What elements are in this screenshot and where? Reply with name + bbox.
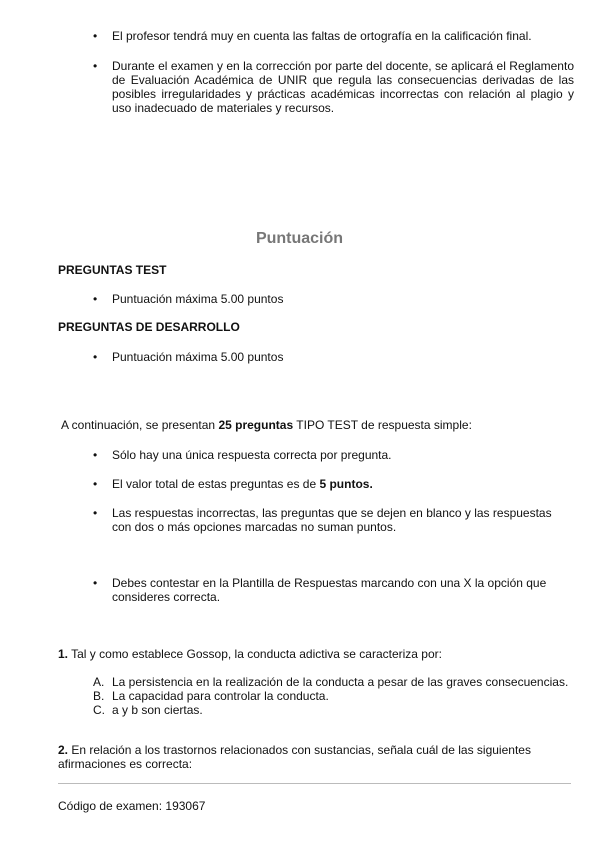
question-2-number: 2. (58, 743, 69, 757)
question-1-text: Tal y como establece Gossop, la conducta adictiva se caracteriza por: (68, 647, 442, 661)
bullet-glyph: • (93, 59, 98, 73)
rule-text-regulation: Durante el examen y en la corrección por parte del docente, se aplicará el Reglamento de Evaluación Académica de UNIR que regula las consecuencias derivadas de las posibles irregularidades y prácticas académicas incorrectas con relación al plagio y uso inadecuado de materiales y recursos. (112, 59, 574, 115)
option-letter: C. (93, 703, 105, 717)
instruction-answer-template-text: Debes contestar en la Plantilla de Respuestas marcando con una X la opción que consideres correcta. (112, 576, 547, 604)
instruction-total-text (112, 477, 574, 491)
instruction-one-answer-text: Sólo hay una única respuesta correcta por pregunta. (112, 448, 392, 462)
question-1-option-a (93, 675, 593, 689)
intro-prefix: A continuación, se presentan (61, 418, 219, 432)
bullet-glyph: • (93, 448, 98, 462)
question-2-text: En relación a los trastornos relacionados con sustancias, señala cuál de las siguientes afirmaciones es correcta: (58, 743, 531, 771)
bullet-glyph: • (93, 506, 98, 520)
option-letter: B. (93, 689, 105, 703)
development-score-text: Puntuación máxima 5.00 puntos (112, 350, 284, 364)
bullet-glyph: • (93, 576, 98, 590)
instruction-total-prefix: El valor total de estas preguntas es de (112, 477, 320, 491)
section-title: Puntuación (255, 230, 344, 247)
option-text: a y b son ciertas. (112, 703, 203, 717)
question-1-option-b (93, 689, 593, 703)
instruction-total-points: 5 puntos. (319, 477, 373, 491)
development-heading: PREGUNTAS DE DESARROLLO (58, 320, 240, 334)
rule-text-spelling: El profesor tendrá muy en cuenta las faltas de ortografía en la calificación final. (112, 29, 532, 43)
question-2 (58, 743, 538, 771)
footer-divider (58, 783, 571, 784)
bullet-glyph: • (93, 292, 98, 306)
test-score-text: Puntuación máxima 5.00 puntos (112, 292, 284, 306)
intro-question-count: 25 preguntas (218, 418, 294, 432)
exam-code: Código de examen: 193067 (58, 799, 206, 813)
option-text: La persistencia en la realización de la conducta a pesar de las graves consecuencias. (112, 675, 569, 689)
option-letter: A. (93, 675, 105, 689)
question-1-option-c (93, 703, 593, 717)
intro-suffix: TIPO TEST de respuesta simple: (293, 418, 472, 432)
instruction-incorrect-text: Las respuestas incorrectas, las preguntas que se dejen en blanco y las respuestas con dos o más opciones marcadas no suman puntos. (112, 506, 552, 534)
test-heading: PREGUNTAS TEST (58, 263, 167, 277)
question-1 (58, 647, 573, 661)
bullet-glyph: • (93, 29, 98, 43)
bullet-glyph: • (93, 350, 98, 364)
option-text: La capacidad para controlar la conducta. (112, 689, 329, 703)
question-1-number: 1. (58, 647, 69, 661)
intro-line (61, 418, 472, 432)
bullet-glyph: • (93, 477, 98, 491)
